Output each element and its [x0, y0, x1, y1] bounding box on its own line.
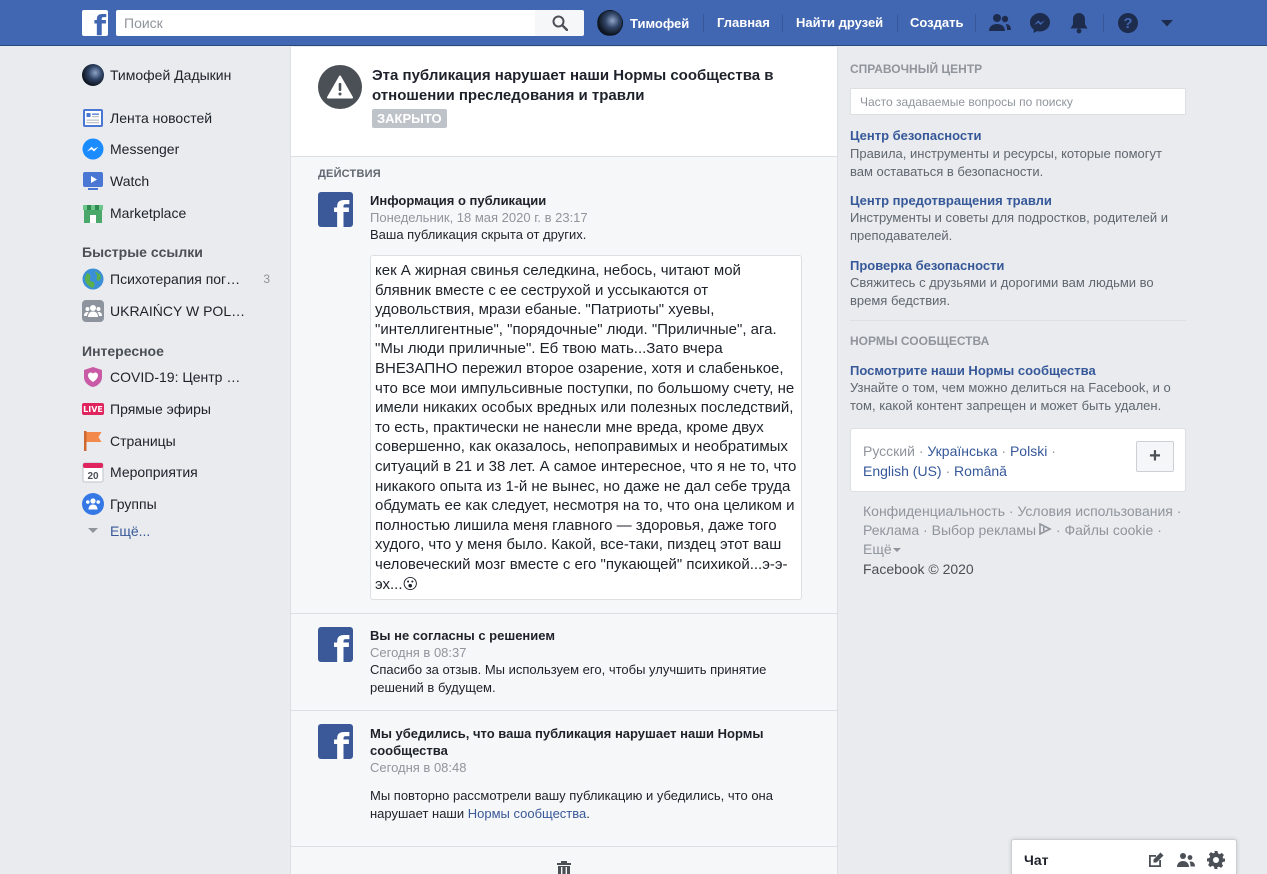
action-text-part: Мы повторно рассмотрели вашу публикацию и убедились, что она нарушает наши [370, 788, 773, 821]
sidebar-item-label: Мероприятия [110, 464, 198, 480]
community-standards-link[interactable]: Нормы сообщества [467, 806, 587, 821]
language-option[interactable]: Polski [1009, 443, 1048, 459]
footer-link-terms[interactable]: Условия использования [1017, 503, 1173, 519]
footer-link-privacy[interactable]: Конфиденциальность [863, 503, 1006, 519]
trash-icon[interactable] [555, 861, 573, 874]
action-title: Вы не согласны с решением [370, 628, 555, 643]
messenger-icon [82, 138, 104, 160]
notifications-icon[interactable] [1067, 11, 1091, 35]
footer-link-ad-choices[interactable] [932, 522, 1052, 538]
unread-count-badge: 3 [263, 272, 270, 286]
bullying-prevention-link[interactable]: Центр предотвращения травли [850, 193, 1052, 208]
report-header [291, 47, 837, 157]
watch-icon [82, 170, 104, 192]
divider [850, 320, 1186, 321]
sidebar-item-label: Messenger [110, 141, 180, 157]
sidebar-item-label: Психотерапия пог… [110, 271, 241, 287]
news-feed-icon [82, 107, 104, 129]
sidebar-item-covid[interactable] [82, 365, 278, 389]
warning-icon [318, 65, 362, 109]
group-icon [82, 300, 104, 322]
sidebar-profile[interactable] [82, 63, 278, 87]
home-link[interactable]: Главная [717, 15, 770, 30]
search-button[interactable] [535, 10, 584, 36]
action-timestamp: Сегодня в 08:48 [370, 760, 467, 775]
add-language-button[interactable]: + [1136, 441, 1174, 472]
footer-link-more[interactable] [863, 541, 902, 557]
report-title: Эта публикация нарушает наши Нормы сообщества в отношении преследования и травли [372, 67, 774, 104]
sidebar-item-label: Группы [110, 496, 157, 512]
covid-heart-icon [82, 366, 104, 388]
facebook-logo-icon: f [318, 192, 353, 227]
sidebar-item-live[interactable] [82, 397, 278, 421]
action-title: Мы убедились, что ваша публикация нарушает наши Нормы сообщества [370, 726, 764, 758]
language-selector [850, 428, 1186, 492]
search-icon [552, 15, 568, 31]
ad-choices-label: Выбор рекламы [931, 522, 1037, 539]
link-description: Свяжитесь с друзьями и дорогими вам людьми во время бедствия. [850, 275, 1154, 308]
actions-heading: ДЕЙСТВИЯ [318, 168, 381, 180]
friend-requests-icon[interactable] [988, 11, 1012, 35]
facebook-logo-icon: f [318, 627, 353, 662]
groups-icon [82, 493, 104, 515]
view-community-standards-link[interactable]: Посмотрите наши Нормы сообщества [850, 363, 1096, 378]
search-input[interactable] [116, 10, 535, 36]
pages-flag-icon [82, 430, 104, 452]
caret-down-icon [892, 546, 902, 554]
svg-text:?: ? [1123, 15, 1133, 32]
facebook-logo-icon[interactable]: f [82, 10, 108, 36]
sidebar-item-watch[interactable] [82, 169, 278, 193]
create-link[interactable]: Создать [910, 15, 964, 30]
sidebar-item-label: COVID-19: Центр … [110, 369, 241, 385]
live-icon [82, 403, 104, 415]
compose-icon[interactable] [1146, 850, 1166, 870]
action-timestamp: Сегодня в 08:37 [370, 645, 467, 660]
footer-link-cookies[interactable]: Файлы cookie [1064, 522, 1154, 539]
community-standards-heading: НОРМЫ СООБЩЕСТВА [850, 334, 990, 348]
footer-link-advertising[interactable]: Реклама [863, 522, 920, 539]
help-icon[interactable] [1116, 11, 1140, 35]
action-title: Информация о публикации [370, 193, 547, 208]
profile-link[interactable] [597, 9, 689, 37]
copyright: Facebook © 2020 [863, 560, 974, 577]
chat-label: Чат [1024, 852, 1049, 868]
sidebar-item-label: UKRAIŃCY W POL… [110, 303, 246, 319]
sidebar-more-link[interactable] [82, 523, 150, 539]
sidebar-item-label: Watch [110, 173, 150, 189]
language-option[interactable]: Română [954, 462, 1007, 479]
sidebar-item-label: Лента новостей [110, 110, 213, 126]
sidebar-item-news-feed[interactable] [82, 106, 278, 130]
marketplace-icon [82, 202, 104, 224]
support-inbox-report [290, 47, 838, 874]
sidebar-item-label: Marketplace [110, 205, 187, 221]
language-option[interactable]: Українська [927, 443, 998, 459]
nav-divider [1103, 14, 1104, 32]
divider [291, 846, 837, 847]
live-badge-text: LIVE [83, 404, 103, 414]
action-text [370, 787, 790, 823]
nav-divider [975, 14, 976, 32]
action-text: Спасибо за отзыв. Мы используем его, чтобы улучшить принятие решений в будущем. [370, 662, 767, 695]
nav-divider [897, 14, 898, 32]
safety-check-link[interactable]: Проверка безопасности [850, 258, 1005, 273]
account-menu-caret-icon[interactable] [1155, 11, 1179, 35]
nav-divider [703, 14, 704, 32]
avatar [597, 10, 623, 36]
sidebar-item-messenger[interactable] [82, 137, 278, 161]
action-text-part: . [586, 806, 590, 821]
action-timestamp: Понедельник, 18 мая 2020 г. в 23:17 [370, 210, 588, 225]
calendar-day: 20 [87, 471, 99, 482]
messenger-icon[interactable] [1028, 11, 1052, 35]
sidebar-item-marketplace[interactable] [82, 201, 278, 225]
avatar [82, 64, 104, 86]
ad-choices-icon [1038, 523, 1052, 535]
sidebar-item-label: Прямые эфиры [110, 401, 211, 417]
link-description: Узнайте о том, чем можно делиться на Facebook, и о том, какой контент запрещен и может быть удален. [850, 380, 1171, 413]
top-navigation-bar [0, 0, 1267, 46]
footer-links: Конфиденциальность · Условия использования · Реклама · Выбор рекламы · Файлы cookie · Ещё Facebook © 2020 [863, 502, 1183, 579]
more-label: Ещё [863, 541, 892, 558]
sidebar-item-shortcut[interactable] [82, 299, 278, 323]
safety-center-link[interactable]: Центр безопасности [850, 128, 982, 143]
nav-divider [782, 14, 783, 32]
sidebar-item-events[interactable] [82, 460, 278, 484]
current-language: Русский [863, 443, 915, 459]
settings-gear-icon[interactable] [1206, 850, 1226, 870]
sidebar-item-groups[interactable] [82, 492, 278, 516]
shortcuts-heading: Быстрые ссылки [82, 244, 203, 260]
explore-heading: Интересное [82, 343, 164, 359]
language-list: Русский · Українська · Polski · English (US) · Română [863, 443, 1056, 479]
new-group-icon[interactable] [1175, 850, 1195, 870]
sidebar-item-pages[interactable] [82, 429, 278, 453]
chat-bar[interactable] [1011, 839, 1237, 874]
facebook-logo-icon: f [318, 724, 353, 759]
help-center-heading: СПРАВОЧНЫЙ ЦЕНТР [850, 62, 983, 76]
sidebar-item-label: Страницы [110, 433, 176, 449]
sidebar-more-label: Ещё... [110, 523, 151, 539]
divider [291, 613, 837, 614]
reported-post-text: кек А жирная свинья селедкина, небось, читают мой блявник вместе с ее сеструхой и уссыкаются от удовольствия, мрази ебаные. "Патриоты" хуевы, "интеллигентные", "порядочные" люди. "Приличные", ага. "Мы люди приличные". Еб твою мать...Зато вчера ВНЕЗАПНО пережил второе озарение, хотя и слабенькое, что все мои импульсивные поступки, по большому счету, не имели никаких особых вредных или полезных последствий, то есть, практически не нанесли мне вреда, кроме двух совершенно, как оказалось, непоправимых и необратимых ситуаций в 21 и 38 лет. А самое интересное, что я не то, что никакого опыта из 1-й не вынес, но даже не дал себе труда обдумать ее как следует, несмотря на то, что она целиком и полностью лишила меня главного — здоровья, даже того худого, что у меня было. Какой, все-таки, пиздец этот ваш человеческий мозг вместе с его "пукающей" психикой...э-э-эх...😮 [370, 255, 802, 600]
language-option[interactable]: English (US) [863, 462, 942, 479]
link-description: Инструменты и советы для подростков, родителей и преподавателей. [850, 210, 1168, 243]
events-calendar-icon [82, 461, 104, 483]
sidebar-profile-name: Тимофей Дадыкин [110, 67, 232, 83]
chevron-down-icon [82, 525, 104, 537]
link-description: Правила, инструменты и ресурсы, которые помогут вам оставаться в безопасности. [850, 146, 1162, 179]
sidebar-item-shortcut[interactable] [82, 267, 278, 291]
group-globe-icon [82, 268, 104, 290]
action-text: Ваша публикация скрыта от других. [370, 227, 587, 242]
find-friends-link[interactable]: Найти друзей [796, 15, 884, 30]
divider [291, 710, 837, 711]
status-badge: ЗАКРЫТО [372, 109, 447, 128]
help-search-input[interactable] [850, 88, 1186, 115]
profile-name: Тимофей [630, 15, 690, 31]
